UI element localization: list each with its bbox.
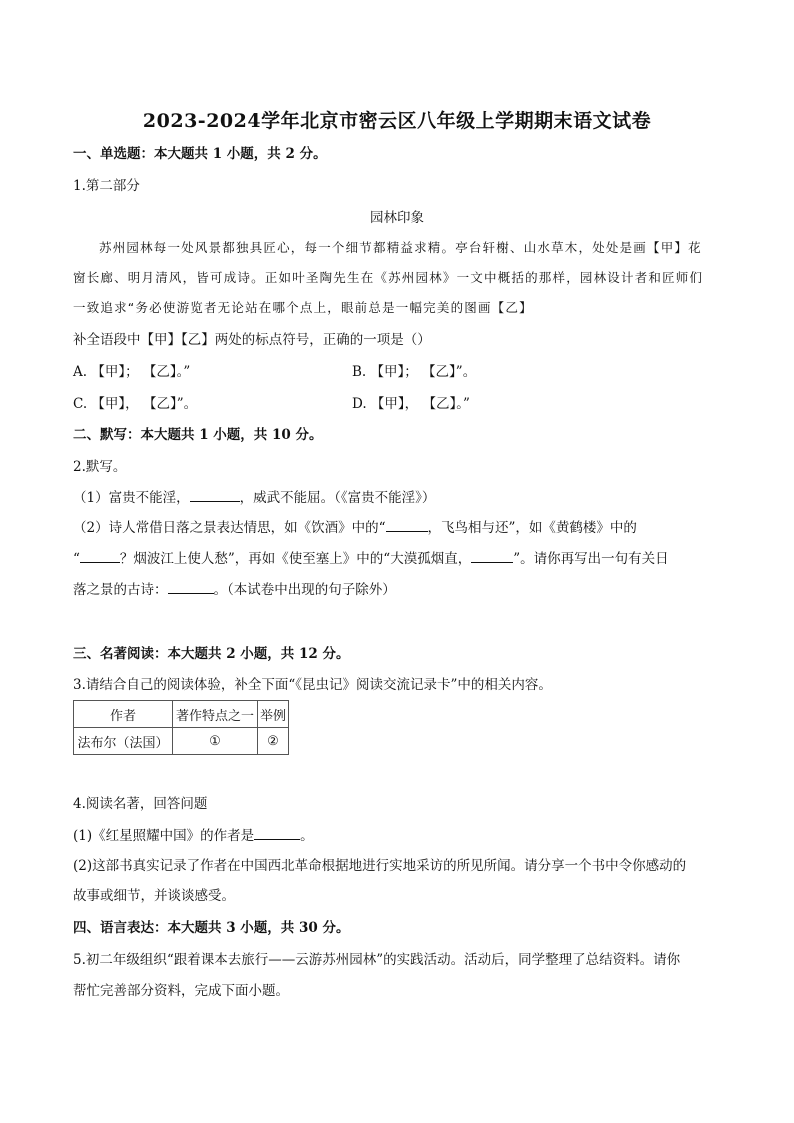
option-a[interactable]: A. 【甲】； 【乙】。” bbox=[73, 364, 191, 380]
section-heading-3: 三、名著阅读：本大题共 2 小题，共 12 分。 bbox=[73, 646, 350, 662]
exam-title: 2023-2024学年北京市密云区八年级上学期期末语文试卷 bbox=[142, 110, 652, 132]
table-header-row bbox=[74, 701, 289, 728]
table-cell[interactable]: ② bbox=[258, 728, 289, 755]
q2-part2-line2 bbox=[73, 548, 723, 569]
option-b[interactable]: B. 【甲】； 【乙】”。 bbox=[352, 364, 477, 380]
question-1-prompt: 补全语段中【甲】【乙】两处的标点符号，正确的一项是（） bbox=[73, 332, 431, 348]
question-5-line2: 帮忙完善部分资料，完成下面小题。 bbox=[73, 983, 289, 999]
q4-part1 bbox=[73, 825, 723, 846]
q4-part2-line2: 故事或细节，并谈谈感受。 bbox=[73, 888, 235, 904]
question-1-stem: 1.第二部分 bbox=[73, 178, 140, 194]
section-heading-2: 二、默写：本大题共 1 小题，共 10 分。 bbox=[73, 427, 323, 443]
q2-part1 bbox=[73, 487, 723, 508]
q2-part2-line3 bbox=[73, 579, 723, 600]
table-header-cell: 作者 bbox=[74, 701, 173, 728]
section-heading-4: 四、语言表达：本大题共 3 小题，共 30 分。 bbox=[73, 920, 350, 936]
question-4-stem: 4.阅读名著，回答问题 bbox=[73, 796, 208, 812]
option-d[interactable]: D. 【甲】， 【乙】。” bbox=[352, 396, 470, 412]
q2-part2-text-c: “ bbox=[73, 551, 80, 567]
option-c[interactable]: C. 【甲】， 【乙】”。 bbox=[73, 396, 198, 412]
question-5-line1: 5.初二年级组织“跟着课本去旅行——云游苏州园林”的实践活动。活动后，同学整理了总结资料。请你 bbox=[73, 952, 681, 968]
q4-part2-line1: (2)这部书真实记录了作者在中国西北革命根据地进行实地采访的所见所闻。请分享一个书中令你感动的 bbox=[73, 858, 687, 874]
passage-line-2: 窗长廊、明月清风，皆可成诗。正如叶圣陶先生在《苏州园林》一文中概括的那样，园林设计者和匠师们 bbox=[73, 270, 704, 285]
q4-part1-text-b: 。 bbox=[300, 828, 314, 844]
table-row bbox=[74, 728, 289, 755]
question-2-stem: 2.默写。 bbox=[73, 459, 127, 475]
question-3-stem: 3.请结合自己的阅读体验，补全下面“《昆虫记》阅读交流记录卡”中的相关内容。 bbox=[73, 677, 552, 693]
q2-part2-text-e: ”。请你再写出一句有关日 bbox=[513, 551, 669, 567]
passage-line-3: 一致追求“务必使游览者无论站在哪个点上，眼前总是一幅完美的图画【乙】 bbox=[73, 300, 533, 315]
q2-part2-text-b: ，飞鸟相与还”，如《黄鹤楼》中的 bbox=[427, 520, 637, 536]
q2-part2-line1 bbox=[73, 517, 723, 538]
table-header-cell: 举例 bbox=[258, 701, 289, 728]
passage-title: 园林印象 bbox=[370, 210, 424, 226]
q2-part1-text-b: ，威武不能屈。（《富贵不能淫》） bbox=[239, 490, 436, 506]
q2-part2-text-d: ？烟波江上使人愁”，再如《使至塞上》中的“大漠孤烟直， bbox=[119, 551, 472, 567]
answer-blank[interactable] bbox=[386, 517, 428, 532]
answer-blank[interactable] bbox=[471, 548, 513, 563]
table-cell[interactable]: ① bbox=[173, 728, 258, 755]
answer-blank[interactable] bbox=[168, 579, 214, 594]
q2-part1-text-a: （1）富贵不能淫， bbox=[73, 490, 190, 506]
q2-part2-text-f: 落之景的古诗： bbox=[73, 582, 168, 598]
q2-part2-text-a: （2）诗人常借日落之景表达情思，如《饮酒》中的“ bbox=[73, 520, 386, 536]
table-cell: 法布尔（法国） bbox=[74, 728, 173, 755]
table-header-cell: 著作特点之一 bbox=[173, 701, 258, 728]
q4-part1-text-a: (1)《红星照耀中国》的作者是 bbox=[73, 828, 255, 844]
passage-line-1: 苏州园林每一处风景都独具匠心，每一个细节都精益求精。亭台轩榭、山水草木，处处是画【甲】花 bbox=[99, 240, 702, 255]
q2-part2-text-g: 。（本试卷中出现的句子除外） bbox=[213, 582, 396, 598]
answer-blank[interactable] bbox=[254, 825, 300, 840]
section-heading-1: 一、单选题：本大题共 1 小题，共 2 分。 bbox=[73, 146, 327, 162]
answer-blank[interactable] bbox=[80, 548, 120, 563]
reading-record-table bbox=[73, 700, 289, 755]
answer-blank[interactable] bbox=[190, 487, 240, 502]
